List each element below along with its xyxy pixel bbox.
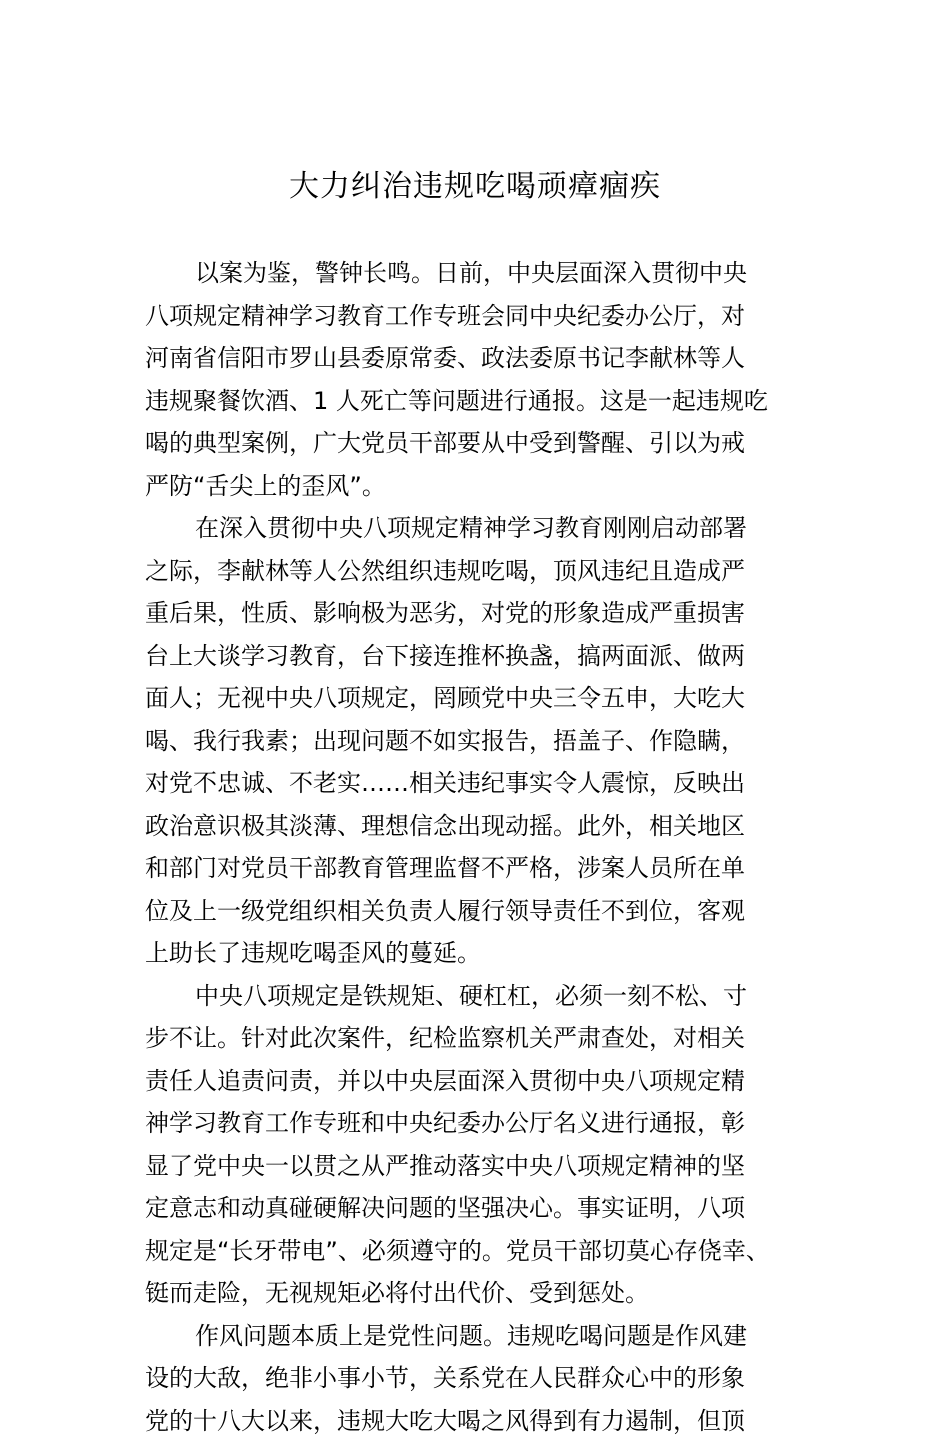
paragraph-3-line-7: 规定是“长牙带电”、必须遵守的。党员干部切莫心存侥幸、 [145, 1230, 805, 1273]
paragraph-3-line-8: 铤而走险，无视规矩必将付出代价、受到惩处。 [145, 1272, 805, 1315]
paragraph-2-line-9: 和部门对党员干部教育管理监督不严格，涉案人员所在单 [145, 847, 805, 890]
paragraph-2-line-2: 之际，李献林等人公然组织违规吃喝，顶风违纪且造成严 [145, 550, 805, 593]
paragraph-3-line-3: 责任人追责问责，并以中央层面深入贯彻中央八项规定精 [145, 1060, 805, 1103]
paragraph-2-line-6: 喝、我行我素；出现问题不如实报告，捂盖子、作隐瞒， [145, 720, 805, 763]
paragraph-3-line-4: 神学习教育工作专班和中央纪委办公厅名义进行通报，彰 [145, 1102, 805, 1145]
paragraph-2-line-1: 在深入贯彻中央八项规定精神学习教育刚刚启动部署 [145, 507, 805, 550]
paragraph-4-line-2: 设的大敌，绝非小事小节，关系党在人民群众心中的形象 [145, 1357, 805, 1400]
paragraph-1-line-1: 以案为鉴，警钟长鸣。日前，中央层面深入贯彻中央 [145, 252, 805, 295]
paragraph-2-line-4: 台上大谈学习教育，台下接连推杯换盏，搞两面派、做两 [145, 635, 805, 678]
paragraph-1-line-5: 喝的典型案例，广大党员干部要从中受到警醒、引以为戒 [145, 422, 805, 465]
paragraph-2-line-5: 面人；无视中央八项规定，罔顾党中央三令五申，大吃大 [145, 677, 805, 720]
paragraph-1-line-3: 河南省信阳市罗山县委原常委、政法委原书记李献林等人 [145, 337, 805, 380]
paragraph-4-line-3: 党的十八大以来，违规大吃大喝之风得到有力遏制，但顶 [145, 1400, 805, 1442]
paragraph-2-line-11: 上助长了违规吃喝歪风的蔓延。 [145, 932, 805, 975]
paragraph-3-line-1: 中央八项规定是铁规矩、硬杠杠，必须一刻不松、寸 [145, 975, 805, 1018]
paragraph-2-line-10: 位及上一级党组织相关负责人履行领导责任不到位，客观 [145, 890, 805, 933]
paragraph-4-line-1: 作风问题本质上是党性问题。违规吃喝问题是作风建 [145, 1315, 805, 1358]
paragraph-2-line-7: 对党不忠诚、不老实……相关违纪事实令人震惊，反映出 [145, 762, 805, 805]
document-title: 大力纠治违规吃喝顽瘴痼疾 [0, 162, 950, 212]
paragraph-2-line-8: 政治意识极其淡薄、理想信念出现动摇。此外，相关地区 [145, 805, 805, 848]
document-body [145, 252, 805, 1442]
paragraph-1-line-6: 严防“舌尖上的歪风”。 [145, 465, 805, 508]
paragraph-1-line-2: 八项规定精神学习教育工作专班会同中央纪委办公厅，对 [145, 295, 805, 338]
paragraph-3-line-6: 定意志和动真碰硬解决问题的坚强决心。事实证明，八项 [145, 1187, 805, 1230]
paragraph-1-line-4: 违规聚餐饮酒、1 人死亡等问题进行通报。这是一起违规吃 [145, 380, 805, 423]
paragraph-2-line-3: 重后果，性质、影响极为恶劣，对党的形象造成严重损害 [145, 592, 805, 635]
paragraph-3-line-5: 显了党中央一以贯之从严推动落实中央八项规定精神的坚 [145, 1145, 805, 1188]
paragraph-3-line-2: 步不让。针对此次案件，纪检监察机关严肃查处，对相关 [145, 1017, 805, 1060]
